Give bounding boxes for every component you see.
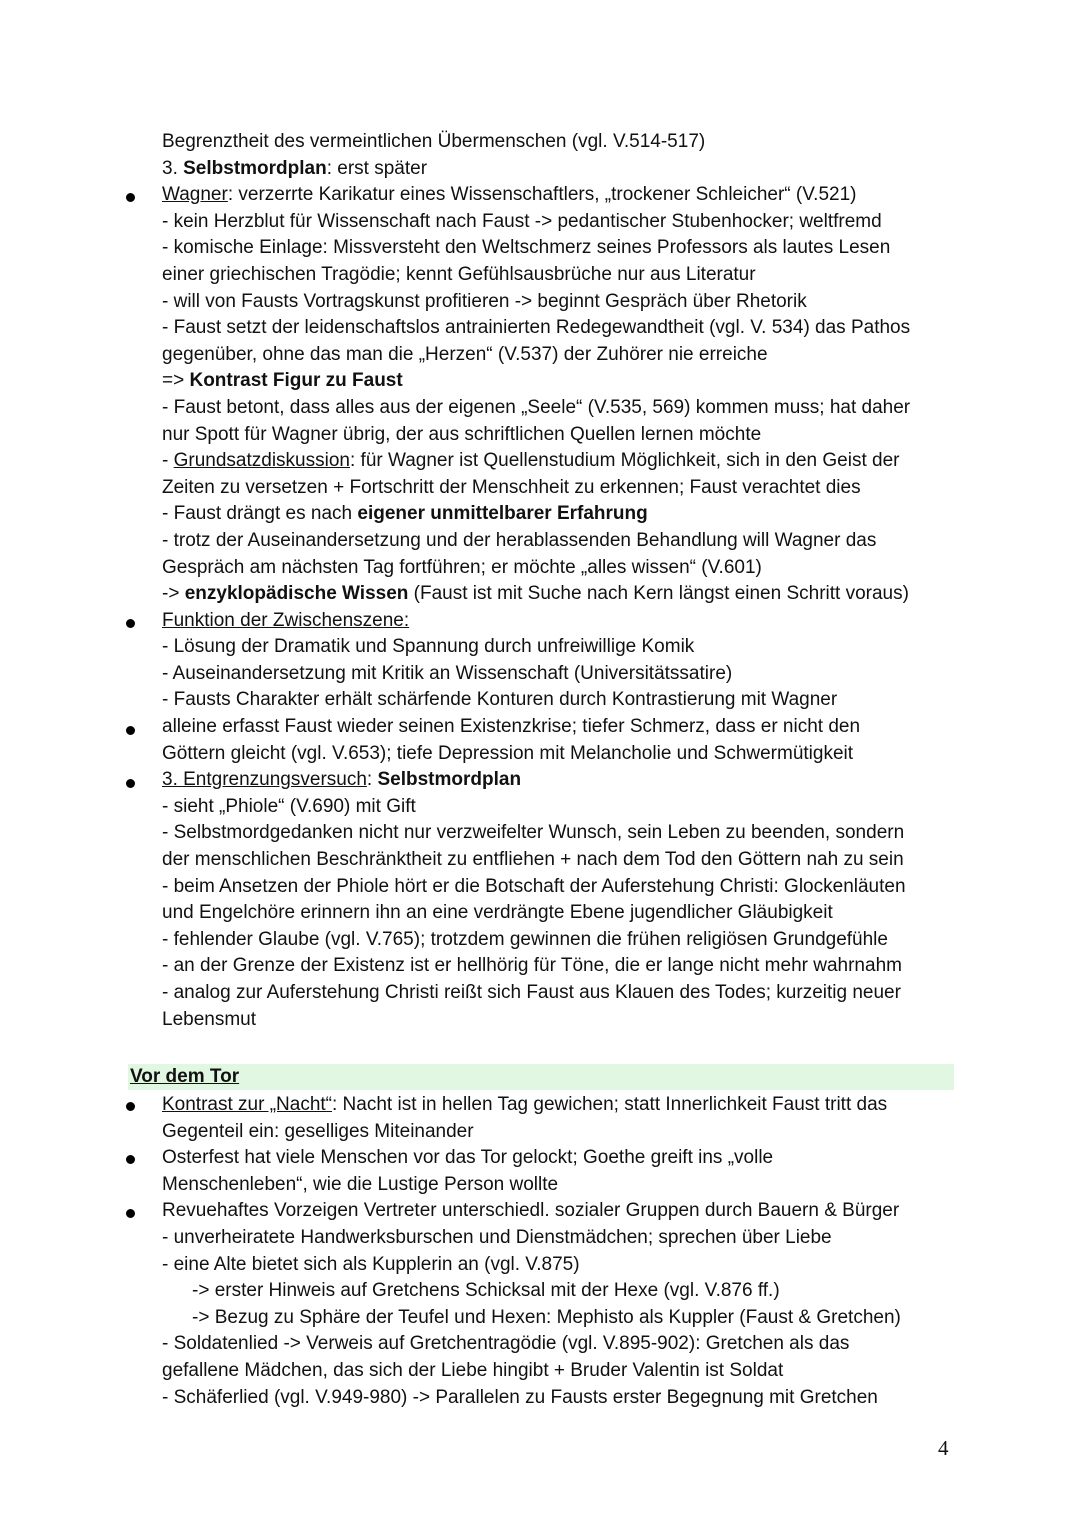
- text-line: -> enzyklopädische Wissen (Faust ist mit Suche nach Kern längst einen Schritt voraus): [162, 583, 909, 605]
- text-line: - eine Alte bietet sich als Kupplerin an (vgl. V.875): [162, 1253, 580, 1275]
- text-line: => Kontrast Figur zu Faust: [162, 370, 403, 392]
- section-heading-vor-dem-tor: Vor dem Tor: [130, 1066, 240, 1087]
- text-line: - beim Ansetzen der Phiole hört er die Botschaft der Auferstehung Christi: Glockenläuten: [162, 875, 906, 897]
- text-line: - Schäferlied (vgl. V.949-980) -> Parallelen zu Fausts erster Begegnung mit Gretchen: [162, 1386, 878, 1408]
- bullet-funktion: [126, 619, 135, 628]
- text-line: gefallene Mädchen, das sich der Liebe hingibt + Bruder Valentin ist Soldat: [162, 1359, 784, 1381]
- text-line: - fehlender Glaube (vgl. V.765); trotzdem gewinnen die frühen religiösen Grundgefühle: [162, 928, 888, 950]
- text-line: - Soldatenlied -> Verweis auf Gretchentragödie (vgl. V.895-902): Gretchen als das: [162, 1333, 850, 1355]
- text-line: - analog zur Auferstehung Christi reißt sich Faust aus Klauen des Todes; kurzeitig neuer: [162, 982, 901, 1003]
- text-line: - Faust betont, dass alles aus der eigenen „Seele“ (V.535, 569) kommen muss; hat daher: [162, 396, 911, 418]
- text-line: - sieht „Phiole“ (V.690) mit Gift: [162, 795, 416, 817]
- text-line: - Lösung der Dramatik und Spannung durch unfreiwillige Komik: [162, 636, 695, 658]
- text-line: Gegenteil ein: geselliges Miteinander: [162, 1120, 474, 1142]
- section-vor-dem-tor: [162, 1092, 901, 1411]
- text-line: Menschenleben“, wie die Lustige Person wollte: [162, 1173, 559, 1195]
- text-line: der menschlichen Beschränktheit zu entfliehen + nach dem Tod den Göttern nah zu sein: [162, 849, 904, 871]
- text-line: - kein Herzblut für Wissenschaft nach Faust -> pedantischer Stubenhocker; weltfremd: [162, 210, 882, 232]
- text-line: - Selbstmordgedanken nicht nur verzweifelter Wunsch, sein Leben zu beenden, sondern: [162, 822, 905, 844]
- text-line: - will von Fausts Vortragskunst profitieren -> beginnt Gespräch über Rhetorik: [162, 290, 807, 312]
- text-line: - Auseinandersetzung mit Kritik an Wissenschaft (Universitätssatire): [162, 662, 733, 684]
- text-line: alleine erfasst Faust wieder seinen Existenzkrise; tiefer Schmerz, dass er nicht den: [162, 716, 861, 738]
- text-line: - Faust setzt der leidenschaftslos antrainierten Redegewandtheit (vgl. V. 534) das Pathos: [162, 317, 911, 339]
- text-line: Lebensmut: [162, 1008, 257, 1030]
- text-line: Osterfest hat viele Menschen vor das Tor gelockt; Goethe greift ins „volle: [162, 1147, 774, 1169]
- text-line: 3. Entgrenzungsversuch: Selbstmordplan: [162, 769, 522, 791]
- text-line: - an der Grenze der Existenz ist er hellhörig für Töne, die er lange nicht mehr wahrnahm: [162, 955, 902, 977]
- text-line: - trotz der Auseinandersetzung und der herablassenden Behandlung will Wagner das: [162, 529, 877, 551]
- text-line: Funktion der Zwischenszene:: [162, 609, 410, 631]
- text-line: - komische Einlage: Missversteht den Weltschmerz seines Professors als lautes Lesen: [162, 237, 891, 259]
- page-number: 4: [938, 1436, 949, 1460]
- text-line: -> erster Hinweis auf Gretchens Schicksal mit der Hexe (vgl. V.876 ff.): [192, 1280, 780, 1302]
- text-line: einer griechischen Tragödie; kennt Gefühlsausbrüche nur aus Literatur: [162, 263, 756, 285]
- text-line: nur Spott für Wagner übrig, der aus schriftlichen Quellen lernen möchte: [162, 423, 762, 445]
- text-line: Revuehaftes Vorzeigen Vertreter unterschiedl. sozialer Gruppen durch Bauern & Bürger: [162, 1200, 900, 1222]
- text-line: -> Bezug zu Sphäre der Teufel und Hexen: Mephisto als Kuppler (Faust & Gretchen): [192, 1306, 901, 1328]
- text-line: Wagner: verzerrte Karikatur eines Wissenschaftlers, „trockener Schleicher“ (V.521): [162, 184, 857, 206]
- text-line: Begrenztheit des vermeintlichen Übermenschen (vgl. V.514-517): [162, 131, 706, 152]
- bullet-osterfest: [126, 1155, 135, 1164]
- text-line: Göttern gleicht (vgl. V.653); tiefe Depression mit Melancholie und Schwermütigkeit: [162, 742, 854, 764]
- section-faust-nacht: [162, 129, 910, 1060]
- text-line: Zeiten zu versetzen + Fortschritt der Menschheit zu erkennen; Faust verachtet dies: [162, 476, 861, 498]
- text-line: - Faust drängt es nach eigener unmittelbarer Erfahrung: [162, 503, 648, 525]
- bullet-wagner: [126, 193, 135, 202]
- bullet-entgrenzung: [126, 779, 135, 788]
- text-line: - unverheiratete Handwerksburschen und Dienstmädchen; sprechen über Liebe: [162, 1226, 832, 1248]
- text-line: und Engelchöre erinnern ihn an eine verdrängte Ebene jugendlicher Gläubigkeit: [162, 902, 833, 924]
- text-line: [162, 1033, 910, 1060]
- text-line: - Fausts Charakter erhält schärfende Konturen durch Kontrastierung mit Wagner: [162, 689, 838, 711]
- text-line: Gespräch am nächsten Tag fortführen; er möchte „alles wissen“ (V.601): [162, 556, 762, 578]
- bullet-existenzkrise: [126, 726, 135, 735]
- text-line: Kontrast zur „Nacht“: Nacht ist in hellen Tag gewichen; statt Innerlichkeit Faust tritt das: [162, 1094, 888, 1115]
- heading-highlight: [128, 1064, 954, 1090]
- bullet-kontrast: [126, 1102, 135, 1111]
- text-line: 3. Selbstmordplan: erst später: [162, 157, 428, 179]
- text-line: gegenüber, ohne das man die „Herzen“ (V.537) der Zuhörer nie erreiche: [162, 343, 768, 365]
- bullet-revuehaft: [126, 1209, 135, 1218]
- text-line: - Grundsatzdiskussion: für Wagner ist Quellenstudium Möglichkeit, sich in den Geist der: [162, 450, 900, 472]
